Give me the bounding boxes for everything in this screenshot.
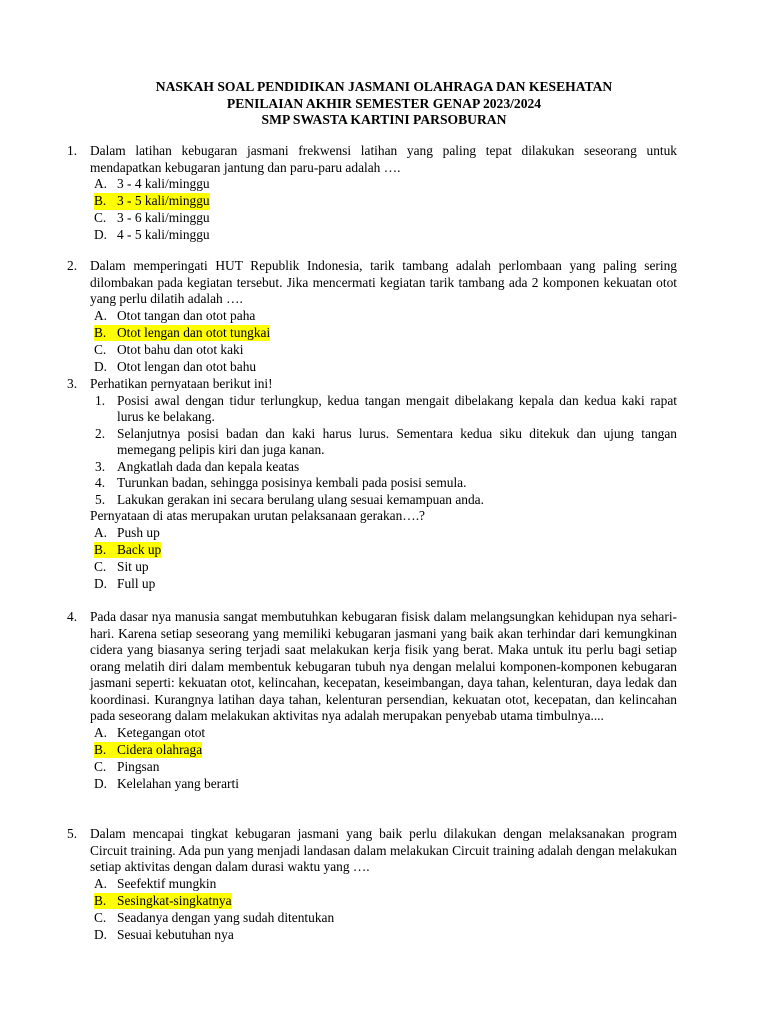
question-number: 2. — [67, 258, 78, 273]
statement-item — [95, 393, 677, 426]
option-c[interactable] — [94, 910, 677, 927]
option-d[interactable] — [94, 227, 677, 244]
option-text: Seadanya dengan yang sudah ditentukan — [117, 909, 335, 925]
option-d[interactable] — [94, 576, 677, 593]
statement-number: 5. — [95, 491, 106, 507]
option-b-correct[interactable] — [94, 742, 677, 759]
statement-number: 4. — [95, 475, 106, 490]
option-b-correct[interactable] — [94, 893, 677, 910]
question-5 — [67, 826, 677, 944]
option-a[interactable] — [94, 176, 677, 193]
option-text-highlighted: Otot lengan dan otot tungkai — [117, 324, 271, 340]
question-text: Dalam memperingati HUT Republik Indonesia, tarik tambang adalah perlombaan yang paling sering dilombakan pada kegiatan tersebut. Jika mencermati kegiatan tarik tambang ada 2 komponen kekuatan otot yang perlu dilatih adalah …. — [90, 258, 677, 306]
option-list — [94, 176, 677, 244]
option-text: Otot bahu dan otot kaki — [117, 341, 244, 357]
question-prompt: Pernyataan di atas merupakan urutan pelaksanaan gerakan….? — [90, 508, 425, 523]
question-3 — [67, 376, 677, 593]
option-c[interactable] — [94, 559, 677, 576]
option-letter: A. — [94, 724, 108, 740]
option-a[interactable] — [94, 876, 677, 893]
option-text: Ketegangan otot — [117, 724, 206, 740]
option-letter: D. — [94, 227, 108, 243]
document-header — [0, 79, 768, 129]
question-text: Dalam mencapai tingkat kebugaran jasmani yang baik perlu dilakukan dengan melaksanakan program Circuit training. Ada pun yang menjadi landasan dalam melakukan Circuit training adalah dengan melakukan setiap aktivitas dengan dalam durasi waktu yang …. — [90, 826, 677, 874]
option-letter: C. — [94, 558, 107, 574]
option-letter: D. — [94, 926, 108, 942]
option-c[interactable] — [94, 210, 677, 227]
header-title: NASKAH SOAL PENDIDIKAN JASMANI OLAHRAGA DAN KESEHATAN — [155, 79, 613, 94]
option-text-highlighted: Cidera olahraga — [117, 741, 203, 757]
option-text: Pingsan — [117, 758, 160, 774]
option-d[interactable] — [94, 776, 677, 793]
option-text: Otot lengan dan otot bahu — [117, 358, 257, 374]
option-text: 4 - 5 kali/minggu — [117, 227, 210, 243]
option-letter: B. — [94, 742, 117, 759]
statement-text: Posisi awal dengan tidur terlungkup, kedua tangan mengait dibelakang kepala dan kedua kaki rapat lurus ke belakang. — [117, 392, 677, 424]
statement-text: Selanjutnya posisi badan dan kaki harus lurus. Sementara kedua siku ditekuk dan ujung tangan memegang pelipis kiri dan juga kanan. — [117, 425, 677, 457]
option-text: Kelelahan yang berarti — [117, 775, 239, 791]
option-text-highlighted: Sesingkat-singkatnya — [117, 892, 232, 908]
option-text: Seefektif mungkin — [117, 875, 217, 891]
question-4 — [67, 609, 677, 793]
question-number: 3. — [67, 376, 78, 391]
statement-number: 2. — [95, 425, 106, 441]
question-2 — [67, 258, 677, 376]
option-text: Sit up — [117, 558, 149, 574]
option-letter: A. — [94, 524, 108, 540]
option-b-correct[interactable] — [94, 193, 677, 210]
option-letter: C. — [94, 210, 107, 226]
question-text: Dalam latihan kebugaran jasmani frekwensi latihan yang paling tepat dilakukan seseorang untuk mendapatkan kebugaran jantung dan paru-paru adalah …. — [90, 143, 677, 175]
option-d[interactable] — [94, 359, 677, 376]
statement-item — [95, 475, 677, 492]
option-list — [94, 525, 677, 593]
option-letter: C. — [94, 341, 107, 357]
option-text: 3 - 6 kali/minggu — [117, 210, 210, 226]
option-list — [94, 725, 677, 793]
option-d[interactable] — [94, 927, 677, 944]
option-a[interactable] — [94, 525, 677, 542]
statement-text: Angkatlah dada dan kepala keatas — [117, 458, 300, 474]
option-text: 3 - 4 kali/minggu — [117, 176, 210, 192]
option-text-highlighted: 3 - 5 kali/minggu — [117, 193, 210, 209]
option-b-correct[interactable] — [94, 325, 677, 342]
option-letter: D. — [94, 775, 108, 791]
question-text: Perhatikan pernyataan berikut ini! — [90, 376, 273, 391]
header-subtitle: PENILAIAN AKHIR SEMESTER GENAP 2023/2024 — [226, 95, 542, 111]
question-number: 5. — [67, 826, 78, 841]
option-text: Push up — [117, 524, 160, 540]
option-letter: A. — [94, 176, 108, 192]
option-a[interactable] — [94, 725, 677, 742]
option-letter: A. — [94, 307, 108, 323]
option-letter: A. — [94, 875, 108, 891]
option-letter: B. — [94, 193, 117, 210]
option-text: Sesuai kebutuhan nya — [117, 926, 234, 942]
option-text-highlighted: Back up — [117, 541, 162, 557]
statement-text: Turunkan badan, sehingga posisinya kembali pada posisi semula. — [117, 475, 467, 490]
statement-text: Lakukan gerakan ini secara berulang ulang sesuai kemampuan anda. — [117, 491, 484, 507]
option-text: Otot tangan dan otot paha — [117, 307, 256, 323]
header-school: SMP SWASTA KARTINI PARSOBURAN — [261, 112, 507, 127]
option-letter: C. — [94, 909, 107, 925]
statement-list — [95, 393, 677, 509]
statement-item — [95, 459, 677, 476]
statement-number: 1. — [95, 392, 106, 408]
question-number: 4. — [67, 609, 78, 624]
option-letter: C. — [94, 758, 107, 774]
option-list — [94, 876, 677, 944]
option-c[interactable] — [94, 759, 677, 776]
option-c[interactable] — [94, 342, 677, 359]
option-letter: B. — [94, 893, 117, 910]
option-text: Full up — [117, 575, 156, 591]
question-text: Pada dasar nya manusia sangat membutuhkan kebugaran fisisk dalam melangsungkan kehidupan nya sehari-hari. Karena setiap seseorang yang memiliki kebugaran jasmani yang baik akan terhindar dari kemungkinan cidera yang biasanya sering terjadi saat melakukan kerja fisik yang berat. Maka untuk itu perlu bagi setiap orang melatih diri dalam membentuk kebugaran tubuh nya dengan melalui komponen-komponen kebugaran jasmani seperti: kekuatan otot, kelincahan, kecepatan, keseimbangan, daya tahan, kelenturan, daya ledak dan koordinasi. Kurangnya latihan daya tahan, kelenturan persendian, kekuatan otot, kecepatan, dan kelincahan pada seseorang dalam melakukan aktivitas nya adalah merupakan penyebab utama timbulnya.... — [90, 609, 677, 723]
option-letter: B. — [94, 325, 117, 342]
option-letter: D. — [94, 358, 108, 374]
statement-item — [95, 492, 677, 509]
question-1 — [67, 143, 677, 244]
option-b-correct[interactable] — [94, 542, 677, 559]
option-letter: D. — [94, 575, 108, 591]
option-a[interactable] — [94, 308, 677, 325]
statement-number: 3. — [95, 458, 106, 474]
option-list — [94, 308, 677, 376]
question-number: 1. — [67, 143, 78, 158]
statement-item — [95, 426, 677, 459]
option-letter: B. — [94, 542, 117, 559]
